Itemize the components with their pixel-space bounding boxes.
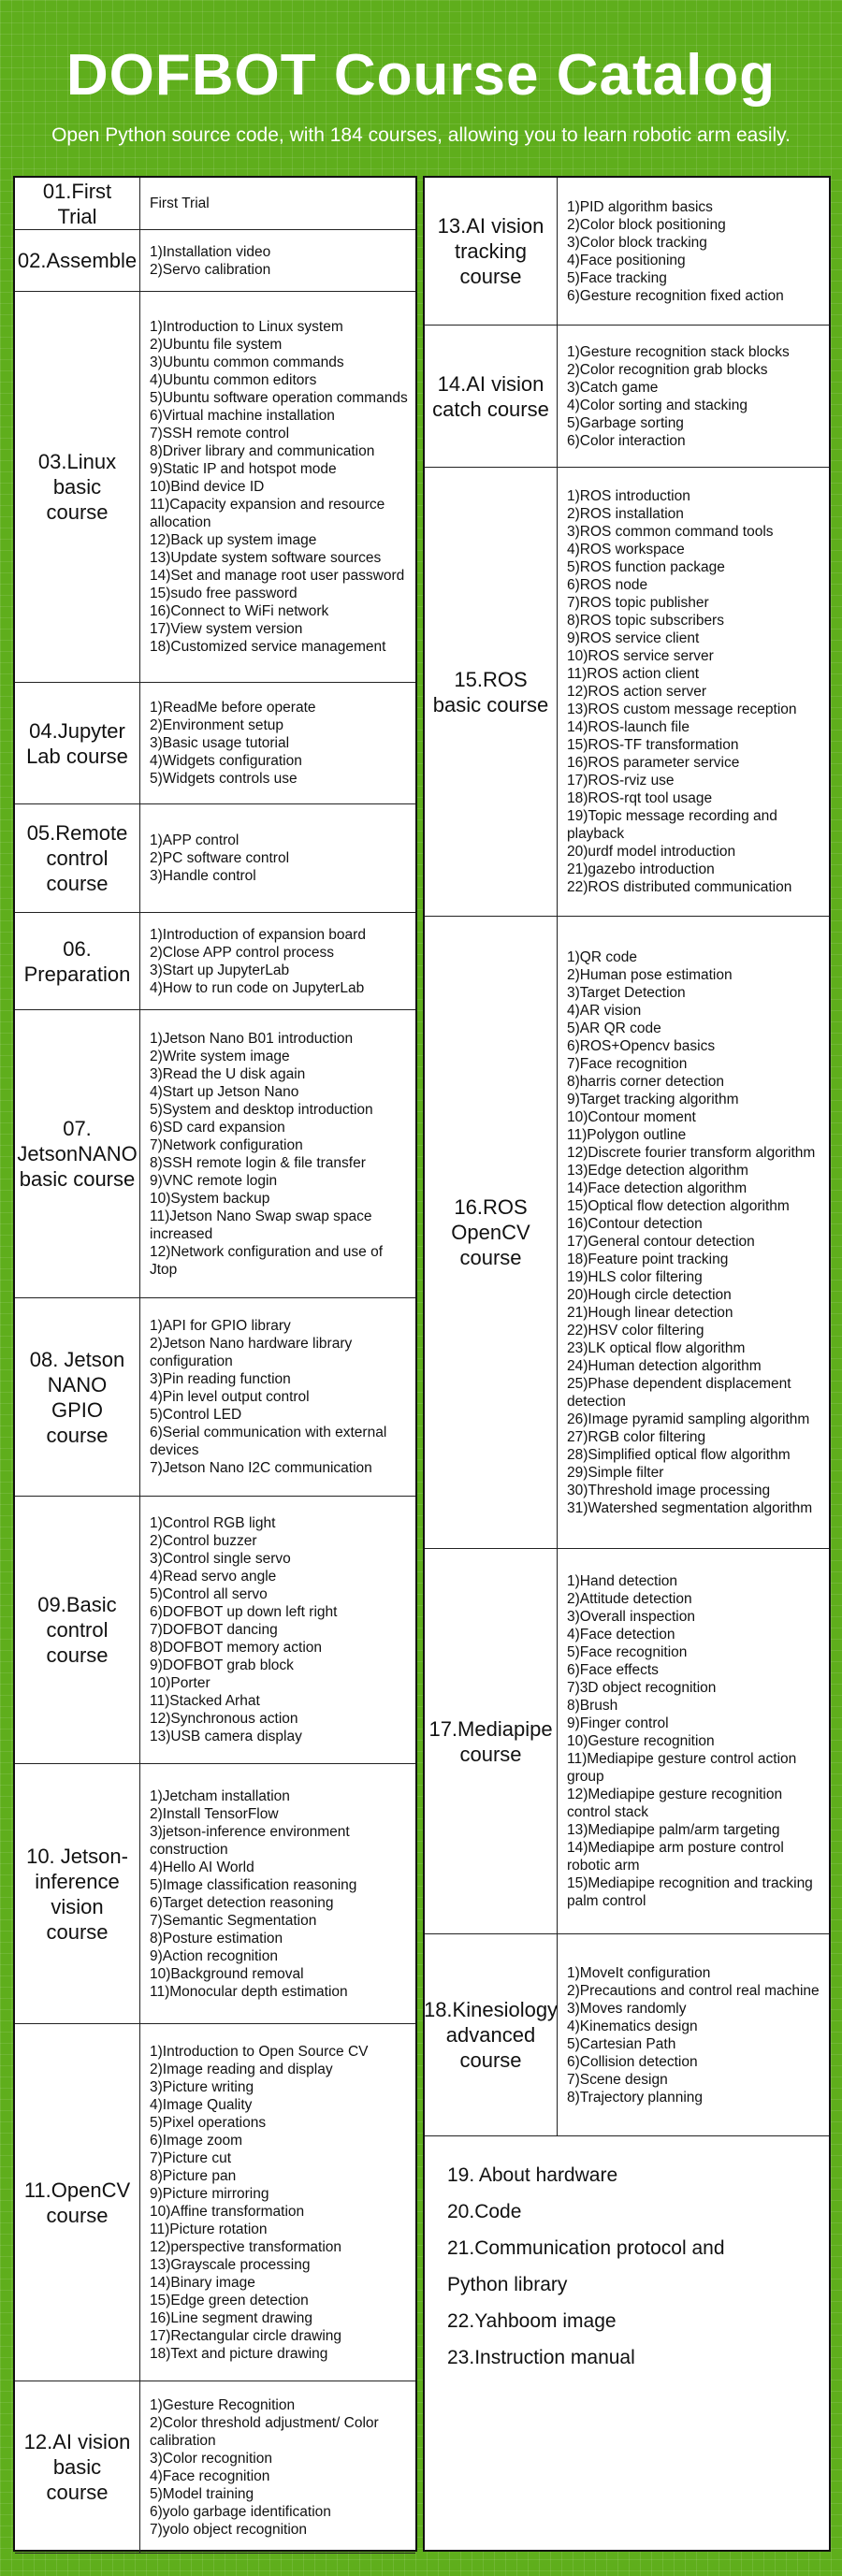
lesson-item: 30)Threshold image processing [567,1482,771,1498]
lesson-item: 1)Introduction to Open Source CV [150,2043,369,2060]
lesson-item: 3)Control single servo [150,1551,291,1567]
course-row-17-mediapipe-course [425,1549,829,1934]
lesson-item: 4)Read servo angle [150,1569,277,1585]
lesson-item: 1)Introduction of expansion board [150,926,366,943]
lesson-list [150,1317,408,1477]
lesson-item: 13)Mediapipe palm/arm targeting [567,1822,780,1838]
lesson-item: 7)Network configuration [150,1136,303,1153]
lesson-list-cell [558,1549,829,1933]
lesson-item: 24)Human detection algorithm [567,1357,762,1374]
course-row-15-ros-basic-course [425,468,829,917]
lesson-item: 2)Image reading and display [150,2061,333,2077]
lesson-list [567,948,821,1517]
lesson-item: 6)DOFBOT up down left right [150,1604,338,1620]
lesson-item: 5)AR QR code [567,1020,661,1036]
lesson-item: 3)jetson-inference environment construction [150,1823,350,1858]
lesson-item: 2)Color recognition grab blocks [567,361,768,378]
lesson-item: 6)Target detection reasoning [150,1894,334,1911]
lesson-item: 7)yolo object recognition [150,2521,308,2538]
lesson-item: 5)ROS function package [567,559,725,575]
lesson-list [150,318,408,656]
course-row-04-jupyter-lab-course [15,683,415,804]
extra-resource-list [447,2157,829,2376]
lesson-item: 4)Face detection [567,1627,675,1643]
lesson-list-cell [558,468,829,916]
lesson-item: 8)ROS topic subscribers [567,613,724,629]
lesson-item: 2)Write system image [150,1048,290,1064]
lesson-list-cell [140,1010,415,1297]
lesson-item: 4)Color sorting and stacking [567,397,748,413]
lesson-item: 1)API for GPIO library [150,1318,291,1334]
course-title: 12.AI vision basic course [15,2381,140,2553]
lesson-item: 21)Hough linear detection [567,1304,733,1321]
lesson-item: 7)SSH remote control [150,426,290,441]
lesson-item: 5)Ubuntu software operation commands [150,390,408,406]
lesson-item: 1)Introduction to Linux system [150,319,343,335]
lesson-item: 1)ReadMe before operate [150,700,316,716]
lesson-item: 22)ROS distributed communication [567,879,792,895]
lesson-item: 12)perspective transformation [150,2238,342,2255]
lesson-list [150,2396,408,2539]
lesson-item: 5)Garbage sorting [567,414,684,431]
lesson-list [150,699,316,788]
lesson-item: 10)Gesture recognition [567,1733,715,1749]
lesson-item: 17)View system version [150,621,303,637]
lesson-item: 11)Capacity expansion and resource allocation [150,497,385,530]
lesson-list [150,832,289,885]
lesson-list-cell [140,913,415,1009]
lesson-item: 11)Mediapipe gesture control action group [567,1751,797,1785]
lesson-item: 3)Catch game [567,379,659,396]
course-title: 14.AI vision catch course [425,326,558,467]
lesson-item: 28)Simplified optical flow algorithm [567,1446,791,1463]
lesson-item: 5)Pixel operations [150,2114,267,2131]
lesson-item: 3)Handle control [150,868,256,884]
lesson-list [150,1787,408,2001]
lesson-list [567,1572,821,1910]
lesson-item: 31)Watershed segmentation algorithm [567,1499,813,1516]
lesson-item: 2)Ubuntu file system [150,337,283,353]
lesson-item: 5)Face tracking [567,269,667,286]
lesson-item: 9)ROS service client [567,630,700,646]
lesson-item: 4)ROS workspace [567,542,685,557]
lesson-item: 9)Finger control [567,1715,669,1731]
lesson-item: 23)LK optical flow algorithm [567,1339,746,1356]
course-title: 17.Mediapipe course [425,1549,558,1933]
lesson-item: 5)Cartesian Path [567,2035,676,2052]
course-title: 15.ROS basic course [425,468,558,916]
lesson-item: 3)Color block tracking [567,234,707,251]
lesson-item: 1)ROS introduction [567,488,690,504]
lesson-item: 3)Picture writing [150,2078,254,2095]
lesson-item: 3)Pin reading function [150,1371,291,1387]
lesson-item: 10)Bind device ID [150,479,265,495]
lesson-item: 18)Customized service management [150,639,386,655]
lesson-item: 6)Face effects [567,1662,659,1678]
lesson-item: 2)ROS installation [567,506,684,522]
lesson-item: 1)Installation video [150,243,271,260]
lesson-item: 6)yolo garbage identification [150,2503,331,2520]
lesson-item: 3)Overall inspection [567,1609,695,1625]
course-row-12-ai-vision-basic-course [15,2381,415,2554]
lesson-item: 5)Model training [150,2485,254,2502]
lesson-item: 8)DOFBOT memory action [150,1640,323,1656]
extra-resources [425,2136,829,2376]
lesson-item: 9)Picture mirroring [150,2185,269,2202]
lesson-item: 4)Widgets configuration [150,753,302,769]
lesson-list-cell [140,230,415,291]
lesson-list [567,487,821,896]
lesson-item: 5)System and desktop introduction [150,1101,373,1118]
course-title: 13.AI vision tracking course [425,178,558,325]
lesson-list [150,926,366,997]
page-title: DOFBOT Course Catalog [65,43,777,108]
lesson-item: 1)Gesture Recognition [150,2396,296,2413]
lesson-list [150,2043,369,2363]
lesson-item: 14)Face detection algorithm [567,1179,748,1196]
lesson-item: 17)ROS-rviz use [567,773,675,789]
left-course-column [13,176,417,2552]
lesson-item: 11)Picture rotation [150,2221,268,2237]
lesson-item: 4)Hello AI World [150,1859,254,1875]
lesson-item: 18)Text and picture drawing [150,2345,328,2362]
lesson-item: 8)Brush [567,1698,618,1714]
lesson-item: 3)ROS common command tools [567,524,774,540]
lesson-item: 4)AR vision [567,1002,642,1019]
lesson-item: 10)Porter [150,1675,210,1691]
course-row-06-preparation [15,913,415,1010]
lesson-item: 18)Feature point tracking [567,1251,729,1267]
course-title: 03.Linux basic course [15,292,140,682]
course-title: 09.Basic control course [15,1497,140,1763]
lesson-item: 14)Set and manage root user password [150,568,405,584]
lesson-item: 7)3D object recognition [567,1680,717,1696]
lesson-item: 6)SD card expansion [150,1119,285,1136]
lesson-item: 25)Phase dependent displacement detection [567,1375,791,1410]
lesson-item: 27)RGB color filtering [567,1428,706,1445]
page-subtitle: Open Python source code, with 184 courses, allowing you to learn robotic arm easily. [51,124,791,146]
lesson-item: 13)Edge detection algorithm [567,1162,748,1179]
lesson-item: 8)Posture estimation [150,1930,283,1946]
course-title: 10. Jetson-inference vision course [15,1764,140,2023]
lesson-item: 7)ROS topic publisher [567,595,709,611]
lesson-item: 14)Binary image [150,2274,255,2291]
course-row-01-first-trial [15,178,415,230]
lesson-item: 1)Hand detection [567,1573,678,1589]
lesson-item: 6)ROS node [567,577,648,593]
lesson-item: 8)Trajectory planning [567,2089,704,2106]
lesson-item: 4)Kinematics design [567,2018,698,2034]
lesson-item: 12)Synchronous action [150,1711,298,1727]
lesson-item: 7)Scene design [567,2071,668,2088]
lesson-item: 3)Ubuntu common commands [150,355,344,370]
lesson-item: 14)Mediapipe arm posture control robotic arm [567,1840,784,1874]
lesson-item: 13)Grayscale processing [150,2256,311,2273]
lesson-item: 2)Install TensorFlow [150,1805,279,1822]
lesson-list-cell [140,2381,415,2553]
lesson-list-cell [558,917,829,1548]
lesson-item: 2)Human pose estimation [567,966,733,983]
lesson-item: 2)Servo calibration [150,261,271,278]
lesson-item: 6)Serial communication with external devices [150,1425,387,1458]
lesson-item: 2)Color block positioning [567,216,726,233]
lesson-item: 26)Image pyramid sampling algorithm [567,1411,810,1427]
lesson-item: 2)Attitude detection [567,1591,692,1607]
lesson-item: 11)ROS action client [567,666,699,682]
lesson-item: 2)Jetson Nano hardware library configuration [150,1336,353,1369]
course-title: 05.Remote control course [15,804,140,912]
lesson-item: 17)General contour detection [567,1233,755,1250]
lesson-list [150,243,270,279]
lesson-item: 3)Start up JupyterLab [150,962,290,978]
course-row-05-remote-control-course [15,804,415,913]
lesson-item: 6)Color interaction [567,432,686,449]
lesson-item: 13)ROS custom message reception [567,702,797,717]
lesson-item: 4)Face recognition [150,2467,270,2484]
lesson-item: 1)Gesture recognition stack blocks [567,343,790,360]
course-row-09-basic-control-course [15,1497,415,1764]
lesson-item: 1)QR code [567,948,637,965]
lesson-item: 4)Image Quality [150,2096,253,2113]
lesson-item: 19)HLS color filtering [567,1268,703,1285]
lesson-item: 12)Back up system image [150,532,317,548]
lesson-item: 14)ROS-launch file [567,719,690,735]
lesson-item: 2)Precautions and control real machine [567,1982,820,1999]
course-row-11-opencv-course [15,2024,415,2381]
lesson-item: 5)Control all servo [150,1586,268,1602]
lesson-item: 9)Static IP and hotspot mode [150,461,337,477]
lesson-item: 6)Virtual machine installation [150,408,335,424]
lesson-item: 4)Face positioning [567,252,686,268]
lesson-item: 7)Semantic Segmentation [150,1912,317,1929]
course-row-07-jetsonnano-basic-course [15,1010,415,1298]
lesson-list-cell [140,683,415,803]
lesson-item: 15)Optical flow detection algorithm [567,1197,790,1214]
lesson-item: 1)PID algorithm basics [567,198,713,215]
lesson-item: 19)Topic message recording and playback [567,808,777,842]
lesson-item: 15)sudo free password [150,586,298,601]
course-title: 07. JetsonNANO basic course [15,1010,140,1297]
lesson-list [150,1030,408,1279]
course-row-03-linux-basic-course [15,292,415,683]
lesson-item: 10)Affine transformation [150,2203,305,2220]
lesson-item: 13)Update system software sources [150,550,382,566]
course-row-14-ai-vision-catch-course [425,326,829,468]
lesson-item: 16)Connect to WiFi network [150,603,329,619]
lesson-item: 5)Image classification reasoning [150,1876,357,1893]
lesson-item: 9)Action recognition [150,1947,278,1964]
lesson-item: 6)ROS+Opencv basics [567,1037,716,1054]
lesson-item: 10)Background removal [150,1965,304,1982]
right-course-column [423,176,831,2552]
lesson-item: 1)APP control [150,832,240,848]
lesson-item: 7)DOFBOT dancing [150,1622,278,1638]
lesson-item: 4)Pin level output control [150,1389,310,1405]
lesson-item: 15)Mediapipe recognition and tracking palm control [567,1875,813,1909]
course-title: 02.Assemble [15,230,140,291]
lesson-item: 8)harris corner detection [567,1073,724,1090]
course-title: 01.First Trial [15,178,140,229]
lesson-item: 2)Control buzzer [150,1533,257,1549]
lesson-item: 13)USB camera display [150,1729,302,1744]
course-title: 08. Jetson NANO GPIO course [15,1298,140,1496]
lesson-item: 10)Contour moment [567,1108,696,1125]
lesson-list [567,198,784,305]
lesson-list-cell [140,178,415,229]
lesson-item: 1)Jetson Nano B01 introduction [150,1030,354,1047]
lesson-item: 17)Rectangular circle drawing [150,2327,342,2344]
lesson-item: 2)Color threshold adjustment/ Color calibration [150,2414,379,2449]
course-title: 11.OpenCV course [15,2024,140,2381]
lesson-item: 15)Edge green detection [150,2292,309,2308]
lesson-list [567,1964,820,2106]
lesson-item: 29)Simple filter [567,1464,664,1481]
lesson-list [150,195,210,212]
lesson-item: 4)Ubuntu common editors [150,372,317,388]
lesson-item: 7)Jetson Nano I2C communication [150,1460,372,1476]
lesson-item: 22)HSV color filtering [567,1322,704,1339]
lesson-item: 11)Jetson Nano Swap swap space increased [150,1208,372,1242]
lesson-item: 1)MoveIt configuration [567,1964,711,1981]
lesson-list-cell [140,1764,415,2023]
lesson-list-cell [140,1497,415,1763]
lesson-item: 12)Mediapipe gesture recognition control stack [567,1787,783,1820]
lesson-item: 10)System backup [150,1190,270,1207]
lesson-item: 3)Color recognition [150,2450,272,2467]
lesson-item: 20)urdf model introduction [567,844,736,860]
lesson-list-cell [558,178,829,325]
lesson-item: 12)Discrete fourier transform algorithm [567,1144,816,1161]
lesson-item: 7)Picture cut [150,2149,232,2166]
lesson-item: 3)Read the U disk again [150,1065,306,1082]
extra-resource-item: 19. About hardware [447,2164,618,2186]
lesson-item: 12)Network configuration and use of Jtop [150,1243,384,1278]
lesson-item: 4)How to run code on JupyterLab [150,979,365,996]
lesson-item: 18)ROS-rqt tool usage [567,790,713,806]
lesson-item: 16)ROS parameter service [567,755,740,771]
lesson-item: 5)Widgets controls use [150,771,298,787]
lesson-item: 10)ROS service server [567,648,714,664]
lesson-item: 9)DOFBOT grab block [150,1657,294,1673]
lesson-item: 2)PC software control [150,850,290,866]
lesson-item: 12)ROS action server [567,684,707,700]
lesson-item: 16)Line segment drawing [150,2309,313,2326]
lesson-item: 4)Start up Jetson Nano [150,1083,299,1100]
lesson-item: 9)VNC remote login [150,1172,278,1189]
lesson-item: 3)Moves randomly [567,2000,687,2017]
course-title: 06. Preparation [15,913,140,1009]
extra-resource-item: 21.Communication protocol and [447,2237,725,2259]
lesson-item: 1)Jetcham installation [150,1787,290,1804]
lesson-item: 3)Basic usage tutorial [150,735,290,751]
extra-resource-item: 23.Instruction manual [447,2347,635,2368]
lesson-item: 2)Environment setup [150,717,284,733]
course-title: 18.Kinesiology advanced course [425,1934,558,2135]
lesson-list [150,1514,337,1745]
lesson-list-cell [140,804,415,912]
lesson-item: 21)gazebo introduction [567,861,715,877]
lesson-item: 15)ROS-TF transformation [567,737,739,753]
lesson-item: 8)SSH remote login & file transfer [150,1154,366,1171]
lesson-list-cell [140,292,415,682]
lesson-item: 6)Collision detection [567,2053,698,2070]
lesson-item: 9)Target tracking algorithm [567,1091,739,1107]
lesson-item: 20)Hough circle detection [567,1286,732,1303]
lesson-item: 5)Control LED [150,1407,242,1423]
course-title: 16.ROS OpenCV course [425,917,558,1548]
course-row-13-ai-vision-tracking-course [425,178,829,326]
lesson-item: 1)Control RGB light [150,1515,276,1531]
lesson-item: 6)Image zoom [150,2132,243,2149]
lesson-list [567,343,790,450]
extra-resource-item: 22.Yahboom image [447,2310,617,2332]
extra-resource-item: Python library [447,2274,568,2295]
lesson-item: 6)Gesture recognition fixed action [567,287,784,304]
course-row-16-ros-opencv-course [425,917,829,1549]
lesson-item: 8)Picture pan [150,2167,237,2184]
lesson-list-cell [140,1298,415,1496]
lesson-list-cell [140,2024,415,2381]
lesson-item: 7)Face recognition [567,1055,688,1072]
lesson-item: 11)Stacked Arhat [150,1693,260,1709]
lesson-item: 11)Polygon outline [567,1126,687,1143]
lesson-item: 3)Target Detection [567,984,686,1001]
extra-resource-item: 20.Code [447,2201,522,2222]
course-title: 04.Jupyter Lab course [15,683,140,803]
lesson-item: 16)Contour detection [567,1215,703,1232]
lesson-list-cell [558,1934,829,2135]
course-row-08-jetson-nano-gpio-course [15,1298,415,1497]
lesson-item: 2)Close APP control process [150,944,335,961]
lesson-list-cell [558,326,829,467]
lesson-item: 8)Driver library and communication [150,443,375,459]
lesson-item: 11)Monocular depth estimation [150,1983,348,2000]
course-row-02-assemble [15,230,415,292]
lesson-item: 5)Face recognition [567,1644,688,1660]
lesson-item: First Trial [150,195,210,211]
course-row-18-kinesiology-advanced-course [425,1934,829,2136]
course-row-10-jetson-inference-vision-course [15,1764,415,2024]
